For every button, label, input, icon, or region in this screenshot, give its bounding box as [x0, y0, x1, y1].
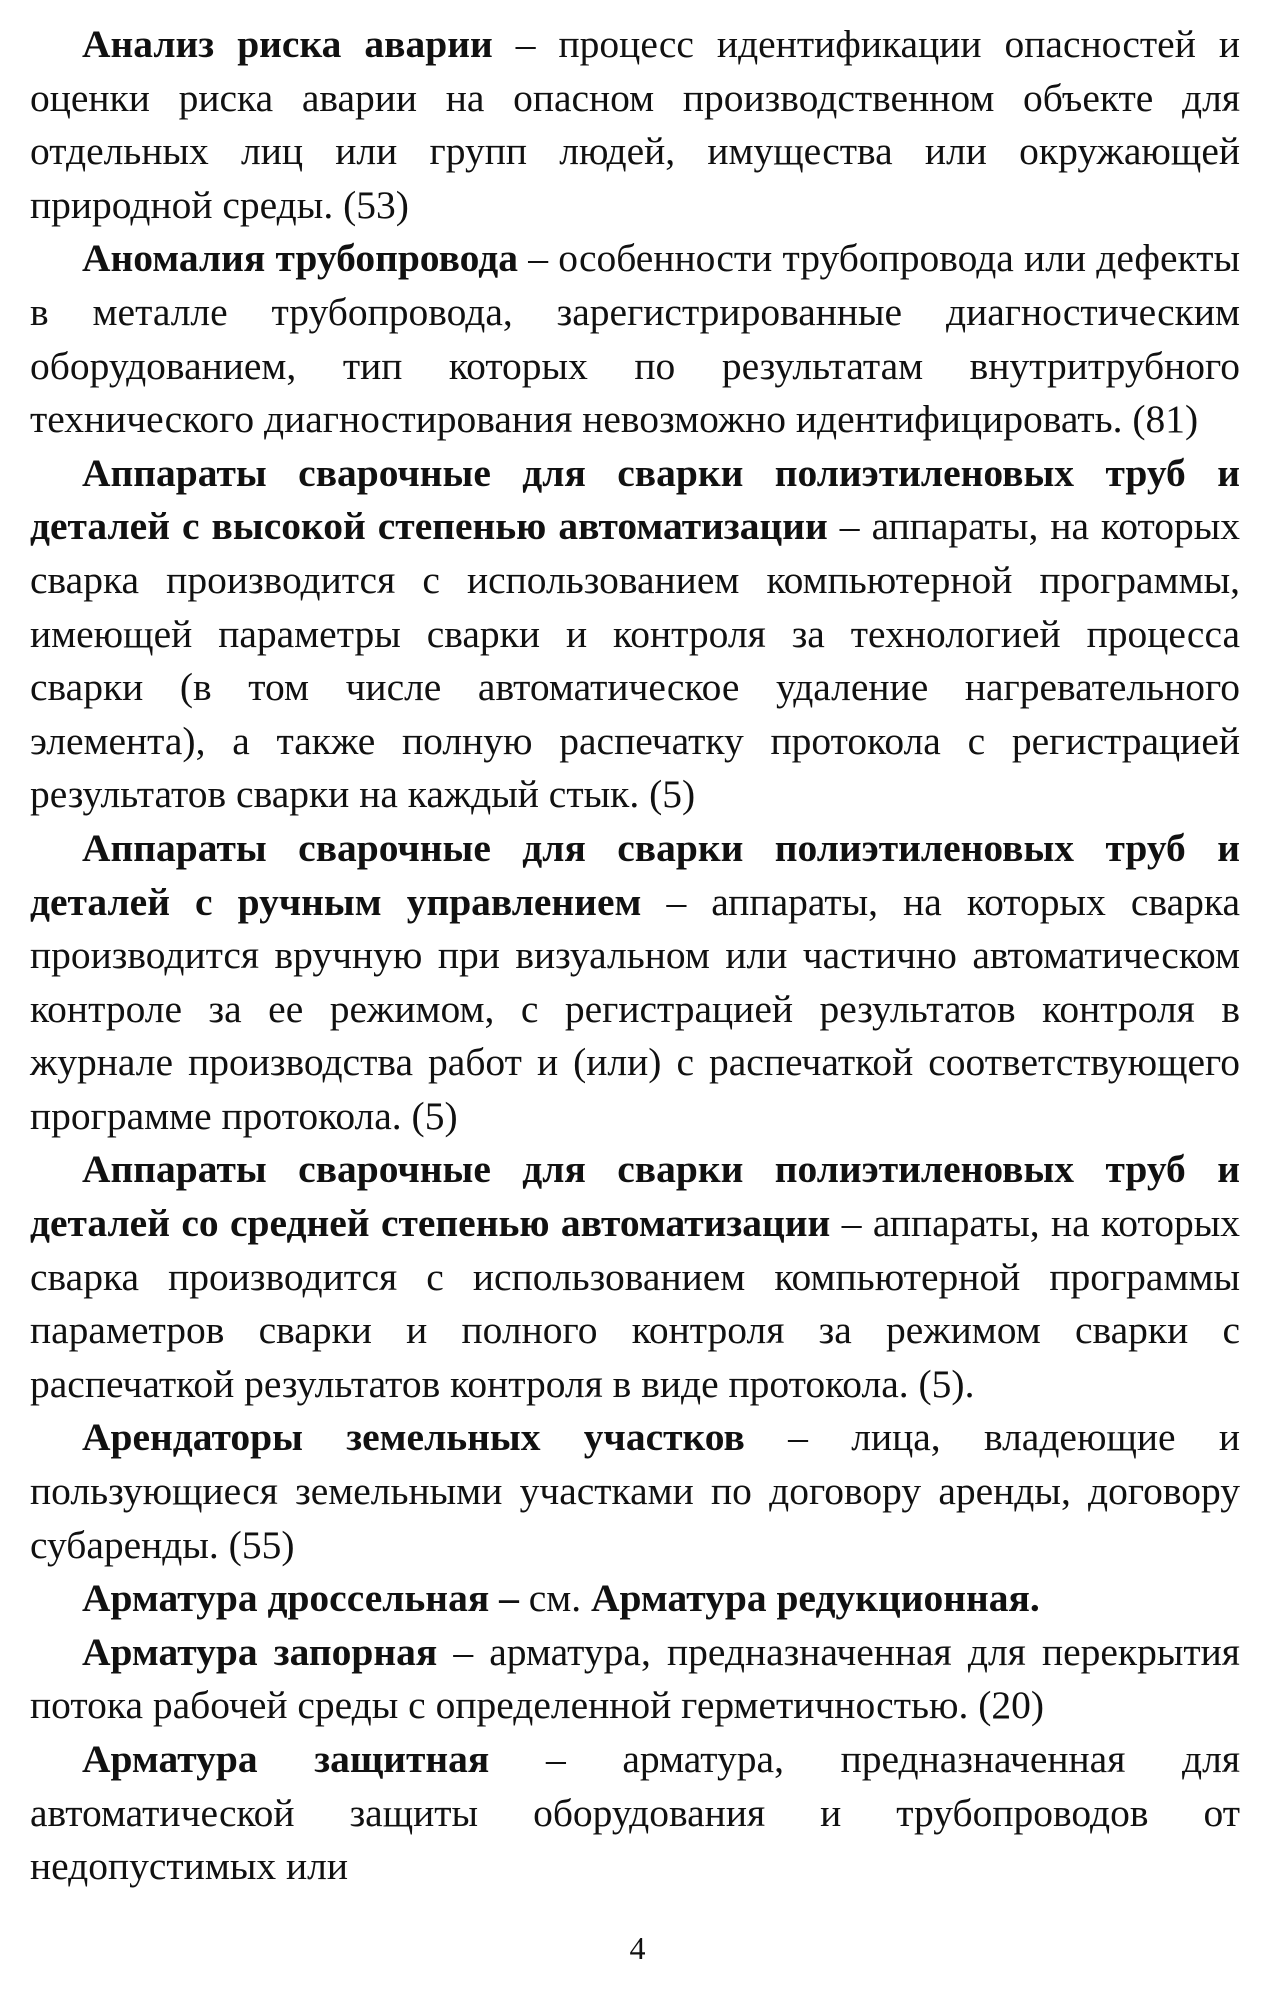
- entry-definition: – особенности трубопровода или дефекты в металле трубопровода, зарегистрированные диагностическим оборудованием, тип которых по результатам внутритрубного технического диагностирования невозможно идентифицировать. (81): [30, 236, 1240, 442]
- entry-cross-reference: Арматура редукционная.: [590, 1576, 1040, 1621]
- glossary-entry: [30, 1143, 1240, 1411]
- entry-term: Аппараты сварочные для сварки полиэтиленовых труб и деталей с высокой степенью автоматизации: [30, 450, 1240, 549]
- glossary-entry: [30, 1572, 1240, 1626]
- entry-term: Арендаторы земельных участков: [82, 1415, 745, 1460]
- entry-term: Арматура запорная: [82, 1629, 438, 1674]
- entry-term: Арматура дроссельная –: [82, 1576, 519, 1621]
- entry-term: Аппараты сварочные для сварки полиэтиленовых труб и деталей со средней степенью автоматизации: [30, 1147, 1240, 1246]
- glossary-entry: [30, 18, 1240, 232]
- entry-definition: – аппараты, на которых сварка производится вручную при визуальном или частично автоматическом контроле за ее режимом, с регистрацией результатов контроля в журнале производства работ и (или) с распечаткой соответствующего программе протокола. (5): [30, 879, 1240, 1138]
- glossary-entry: [30, 232, 1240, 446]
- entry-definition: – процесс идентификации опасностей и оценки риска аварии на опасном производственном объекте для отдельных лиц или групп людей, имущества или окружающей природной среды. (53): [30, 22, 1240, 227]
- glossary-entry: [30, 1733, 1240, 1894]
- page-number: 4: [629, 1930, 646, 1966]
- glossary-entry: [30, 822, 1240, 1144]
- entry-definition: см.: [518, 1576, 591, 1621]
- document-body: [30, 18, 1240, 1894]
- entry-definition: – аппараты, на которых сварка производится с использованием компьютерной программы, имеющей параметры сварки и контроля за технологией процесса сварки (в том числе автоматическое удаление нагревательного элемента), а также полную распечатку протокола с регистрацией результатов сварки на каждый стык. (5): [30, 504, 1241, 817]
- entry-term: Аппараты сварочные для сварки полиэтиленовых труб и деталей с ручным управлением: [30, 825, 1240, 924]
- entry-definition: – аппараты, на которых сварка производится с использованием компьютерной программы параметров сварки и полного контроля за режимом сварки с распечаткой результатов контроля в виде протокола. (5).: [30, 1201, 1241, 1406]
- entry-definition: – арматура, предназначенная для автоматической защиты оборудования и трубопроводов от недопустимых или: [30, 1737, 1241, 1889]
- entry-definition: – арматура, предназначенная для перекрытия потока рабочей среды с определенной герметичностью. (20): [30, 1629, 1240, 1728]
- glossary-entry: [30, 1411, 1240, 1572]
- entry-term: Арматура защитная: [82, 1737, 490, 1781]
- glossary-entry: [30, 447, 1240, 822]
- entry-term: Аномалия трубопровода: [82, 236, 518, 281]
- entry-definition: – лица, владеющие и пользующиеся земельными участками по договору аренды, договору субаренды. (55): [30, 1415, 1240, 1567]
- entry-term: Анализ риска аварии: [82, 22, 493, 66]
- glossary-entry: [30, 1626, 1240, 1733]
